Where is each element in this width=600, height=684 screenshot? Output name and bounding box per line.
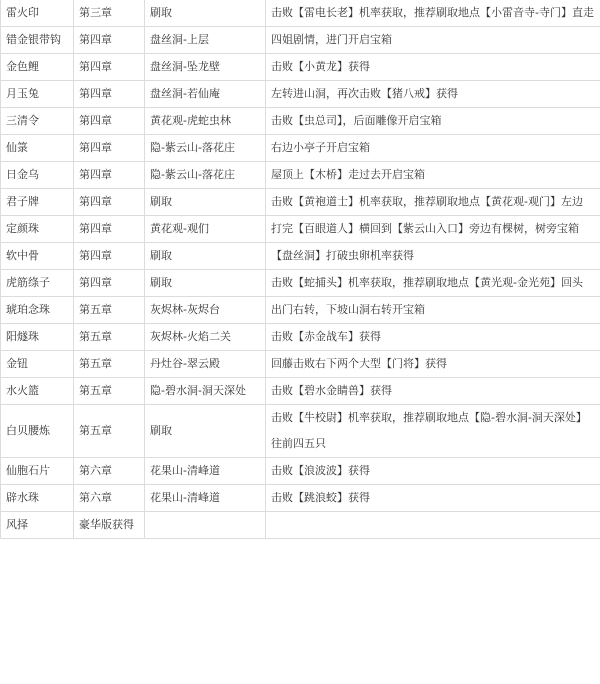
table-row	[1, 135, 600, 162]
table-row	[1, 485, 600, 512]
method-cell: 屋顶上【木桥】走过去开启宝箱	[266, 162, 600, 189]
table-row	[1, 81, 600, 108]
location-cell: 盘丝洞-上层	[145, 27, 266, 54]
table-row	[1, 297, 600, 324]
chapter-cell: 第六章	[74, 485, 145, 512]
chapter-cell: 第四章	[74, 270, 145, 297]
chapter-cell: 第四章	[74, 135, 145, 162]
item-name-cell: 阳燧珠	[1, 324, 74, 351]
chapter-cell: 第四章	[74, 243, 145, 270]
location-cell: 黄花观-观们	[145, 216, 266, 243]
item-name-cell: 软中骨	[1, 243, 74, 270]
location-cell: 刷取	[145, 270, 266, 297]
chapter-cell: 第三章	[74, 0, 145, 27]
method-cell: 击败【黄袍道士】机率获取，推荐刷取地点【黄花观-观门】左边	[266, 189, 600, 216]
location-cell: 丹灶谷-翠云殿	[145, 351, 266, 378]
item-name-cell: 辟水珠	[1, 485, 74, 512]
method-cell: 打完【百眼道人】横回到【紫云山入口】旁边有棵树，树旁宝箱	[266, 216, 600, 243]
chapter-cell: 第四章	[74, 81, 145, 108]
location-cell: 花果山-清峰道	[145, 485, 266, 512]
location-cell: 盘丝洞-坠龙壁	[145, 54, 266, 81]
table-row	[1, 27, 600, 54]
location-cell: 隐-紫云山-落花庄	[145, 135, 266, 162]
item-name-cell: 金色鲤	[1, 54, 74, 81]
item-name-cell: 错金银带钩	[1, 27, 74, 54]
table-row	[1, 512, 600, 539]
item-name-cell: 君子牌	[1, 189, 74, 216]
chapter-cell: 第五章	[74, 324, 145, 351]
location-cell: 刷取	[145, 405, 266, 458]
chapter-cell: 第四章	[74, 216, 145, 243]
location-cell: 灰烬林-灰烬台	[145, 297, 266, 324]
method-cell: 击败【浪波波】获得	[266, 458, 600, 485]
location-cell: 刷取	[145, 243, 266, 270]
table-row	[1, 0, 600, 27]
table-body	[1, 0, 600, 539]
method-cell	[266, 512, 600, 539]
table-row	[1, 270, 600, 297]
method-cell: 左转进山洞，再次击败【猪八戒】获得	[266, 81, 600, 108]
chapter-cell: 第四章	[74, 189, 145, 216]
item-name-cell: 月玉兔	[1, 81, 74, 108]
chapter-cell: 第五章	[74, 351, 145, 378]
method-cell: 回藤击败右下两个大型【门将】获得	[266, 351, 600, 378]
table-row	[1, 378, 600, 405]
method-cell: 击败【雷电长老】机率获取，推荐刷取地点【小雷音寺-寺门】直走	[266, 0, 600, 27]
method-cell: 击败【小黄龙】获得	[266, 54, 600, 81]
item-name-cell: 琥珀念珠	[1, 297, 74, 324]
method-cell: 【盘丝洞】打破虫卵机率获得	[266, 243, 600, 270]
chapter-cell: 第四章	[74, 27, 145, 54]
location-cell: 盘丝洞-若仙庵	[145, 81, 266, 108]
chapter-cell: 豪华版获得	[74, 512, 145, 539]
table-row	[1, 54, 600, 81]
method-cell: 右边小亭子开启宝箱	[266, 135, 600, 162]
chapter-cell: 第四章	[74, 54, 145, 81]
table-row	[1, 216, 600, 243]
method-cell: 击败【碧水金睛兽】获得	[266, 378, 600, 405]
location-cell	[145, 512, 266, 539]
item-name-cell: 定颜珠	[1, 216, 74, 243]
location-cell: 隐-紫云山-落花庄	[145, 162, 266, 189]
chapter-cell: 第四章	[74, 108, 145, 135]
location-cell: 灰烬林-火焰二关	[145, 324, 266, 351]
method-cell: 击败【虫总司】，后面雕像开启宝箱	[266, 108, 600, 135]
table-row	[1, 324, 600, 351]
item-name-cell: 风择	[1, 512, 74, 539]
chapter-cell: 第五章	[74, 405, 145, 458]
method-cell: 击败【跳浪蛟】获得	[266, 485, 600, 512]
item-name-cell: 日金乌	[1, 162, 74, 189]
item-name-cell: 金钮	[1, 351, 74, 378]
location-cell: 刷取	[145, 189, 266, 216]
method-cell: 击败【牛校尉】机率获取，推荐刷取地点【隐-碧水洞-洞天深处】往前四五只	[266, 405, 600, 458]
item-name-cell: 三清令	[1, 108, 74, 135]
item-name-cell: 仙胞石片	[1, 458, 74, 485]
table-row	[1, 108, 600, 135]
item-name-cell: 雷火印	[1, 0, 74, 27]
table-row	[1, 405, 600, 458]
location-cell: 花果山-清峰道	[145, 458, 266, 485]
method-cell: 击败【蛇捕头】机率获取，推荐刷取地点【黄光观-金光苑】回头	[266, 270, 600, 297]
table-row	[1, 458, 600, 485]
chapter-cell: 第五章	[74, 297, 145, 324]
item-name-cell: 虎筋绦子	[1, 270, 74, 297]
table-row	[1, 189, 600, 216]
chapter-cell: 第六章	[74, 458, 145, 485]
method-cell: 出门右转，下坡山洞右转开宝箱	[266, 297, 600, 324]
location-cell: 隐-碧水洞-洞天深处	[145, 378, 266, 405]
table-row	[1, 351, 600, 378]
item-name-cell: 仙箓	[1, 135, 74, 162]
item-name-cell: 水火篮	[1, 378, 74, 405]
item-name-cell: 白贝腰炼	[1, 405, 74, 458]
table-row	[1, 243, 600, 270]
location-cell: 刷取	[145, 0, 266, 27]
location-cell: 黄花观-虎蛇虫林	[145, 108, 266, 135]
method-cell: 四姐剧情，进门开启宝箱	[266, 27, 600, 54]
chapter-cell: 第四章	[74, 162, 145, 189]
method-cell: 击败【赤金战车】获得	[266, 324, 600, 351]
table-row	[1, 162, 600, 189]
chapter-cell: 第五章	[74, 378, 145, 405]
